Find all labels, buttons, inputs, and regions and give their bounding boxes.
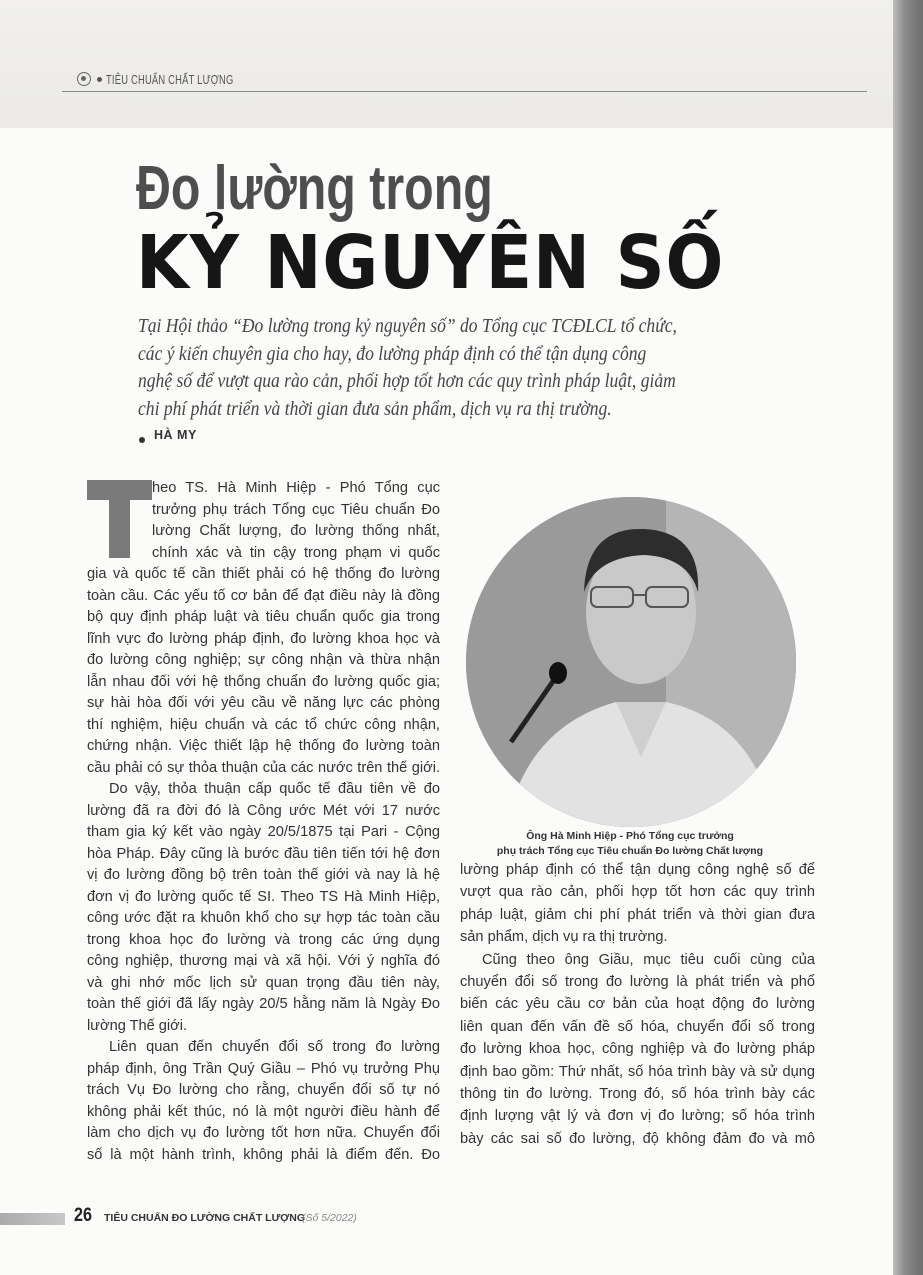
text-line: pháp định, ông Trần Quý Giầu – Phó vụ trưởng Phụ: [87, 1060, 440, 1077]
text-line: liên quan đến vấn đề số hóa, chuyển đổi số trong: [460, 1018, 815, 1035]
portrait-photo: [466, 497, 796, 827]
text-line: vị đo lường đồng bộ trên toàn thế giới và nay là hệ: [87, 867, 440, 883]
text-line: số là một hành trình, không phải là điểm đến. Đo: [87, 1146, 440, 1163]
page-number: 26: [74, 1205, 92, 1226]
text-line: làm cho dịch vụ đo lường tốt hơn nữa. Chuyển đổi: [87, 1125, 440, 1141]
magazine-name: TIÊU CHUẨN ĐO LƯỜNG CHẤT LƯỢNG: [104, 1212, 305, 1224]
text-line: gia và quốc tế cần thiết phải có hệ thống đo lường: [87, 566, 440, 582]
text-line: trách Vụ Đo lường cho rằng, chuyển đổi số tự nó: [87, 1082, 440, 1098]
text-line: định bao gồm: Thứ nhất, số hóa trình bày và sử dụng: [460, 1063, 815, 1080]
text-line: lĩnh vực đo lường pháp định, đo lường khoa học và: [87, 630, 440, 647]
lead-paragraph: [138, 313, 798, 424]
text-line: vượt qua rào cản, phối hợp tốt hơn các quy trình: [460, 884, 815, 901]
text-line: chuyển đổi số trong đo lường là phát triển và phổ: [460, 974, 815, 991]
footer-bar: [0, 1213, 65, 1225]
photo-caption: [455, 829, 805, 859]
text-line: biến các yêu cầu cơ bản của hoạt động đo lường: [460, 996, 815, 1013]
text-line: lường Thế giới.: [87, 1017, 188, 1034]
text-line: Liên quan đến chuyển đổi số trong đo lường: [109, 1039, 440, 1055]
title-line-2: KỶ NGUYÊN SỐ: [136, 220, 725, 306]
text-line: Do vậy, thỏa thuận cấp quốc tế đầu tiên về đo: [109, 781, 440, 797]
text-line: công nghiệp, thương mại và xã hội. Với ý nghĩa đó: [87, 953, 440, 969]
text-line: pháp luật, giảm chi phí phát triển và thời gian đưa: [460, 906, 815, 923]
text-line: chứng nhận. Việc thiết lập hệ thống đo lường toàn: [87, 738, 440, 754]
text-line: lường đã ra đời đó là Công ước Mét với 17 nước: [87, 802, 440, 819]
text-line: Cũng theo ông Giầu, mục tiêu cuối cùng của: [482, 951, 815, 968]
text-line: trong khoa học đo lường và trong các ứng dụng: [87, 931, 440, 948]
text-line: công ước đặt ra khuôn khổ cho sự hợp tác toàn cầu: [87, 910, 440, 926]
text-line: bộ quy định pháp luật và tiêu chuẩn quốc gia trong: [87, 609, 440, 625]
issue-number: (Số 5/2022): [302, 1212, 357, 1224]
text-line: đo lường công nghiệp; sự công nhận và thừa nhận: [87, 652, 440, 668]
text-line: sự hài hòa đối với yêu cầu về năng lực các phòng: [87, 695, 440, 711]
text-line: cầu phải có sự thỏa thuận của các nước trên thế giới.: [87, 759, 440, 776]
caption-line: phụ trách Tổng cục Tiêu chuẩn Đo lường Chất lượng: [496, 845, 764, 857]
header-rule: [62, 91, 867, 92]
section-header: TIÊU CHUẨN CHẤT LƯỢNG: [106, 72, 234, 87]
title-line-1: Đo lường trong: [136, 154, 493, 223]
lead-line: chi phí phát triển và thời gian đưa sản phẩm, dịch vụ ra thị trường.: [138, 399, 612, 421]
bullet-icon: [139, 437, 145, 443]
text-line: thí nghiệm, hiệu chuẩn và các tổ chức công nhận,: [87, 716, 440, 733]
text-line: đo lường khoa học, công nghiệp và đo lường pháp: [460, 1041, 815, 1058]
left-column: [87, 478, 440, 1166]
text-line: toàn thế giới đã lấy ngày 20/5 hằng năm là Ngày Đo: [87, 996, 440, 1012]
text-line: chính xác và tin cậy trong phạm vi quốc: [152, 544, 440, 561]
text-line: toàn cầu. Các yếu tố cơ bản để đạt điều này là đồng: [87, 587, 440, 604]
bullet-icon: [97, 77, 102, 82]
text-line: thông tin đo lường. Trong đó, số hóa trình bày các: [460, 1086, 815, 1103]
text-line: trưởng phụ trách Tổng cục Tiêu chuẩn Đo: [152, 501, 440, 518]
text-line: lường pháp định có thể tận dụng công nghệ số để: [460, 862, 815, 878]
author-byline: HÀ MY: [154, 428, 197, 442]
lead-line: nghệ số để vượt qua rào cản, phối hợp tốt hơn các quy trình pháp luật, giảm: [138, 371, 676, 393]
text-line: hòa Pháp. Đây cũng là bước đầu tiên tiến tới hệ đơn: [87, 845, 440, 862]
text-line: và ghi nhớ mốc lịch sử quan trọng đầu tiên này,: [87, 974, 440, 991]
top-band: [0, 0, 893, 128]
text-line: bày các sai số đo lường, độ không đảm đo và mô: [460, 1130, 815, 1147]
text-line: không phải kết thúc, nó là một người điều hành để: [87, 1103, 440, 1120]
scan-edge: [893, 0, 923, 1275]
right-column: [460, 859, 815, 1150]
caption-line: Ông Hà Minh Hiệp - Phó Tổng cục trưởng: [526, 830, 734, 842]
text-line: đơn vị đo lường quốc tế SI. Theo TS Hà Minh Hiệp,: [87, 888, 440, 905]
text-line: tham gia ký kết vào ngày 20/5/1875 tại Pari - Cộng: [87, 824, 440, 840]
text-line: định lượng vật lý và đơn vị đo lường; số hóa trình: [460, 1108, 815, 1125]
target-circle-icon: [77, 72, 91, 86]
text-line: lường Chất lượng, đo lường thống nhất,: [152, 523, 440, 539]
lead-line: các ý kiến chuyên gia cho hay, đo lường pháp định có thể tận dụng công: [138, 343, 647, 365]
lead-line: Tại Hội thảo “Đo lường trong kỷ nguyên số” do Tổng cục TCĐLCL tổ chức,: [138, 316, 677, 337]
text-line: sản phẩm, dịch vụ ra thị trường.: [460, 929, 668, 946]
text-line: heo TS. Hà Minh Hiệp - Phó Tổng cục: [152, 480, 440, 496]
text-line: lẫn nhau đối với hệ thống chuẩn đo lường quốc gia;: [87, 673, 440, 690]
